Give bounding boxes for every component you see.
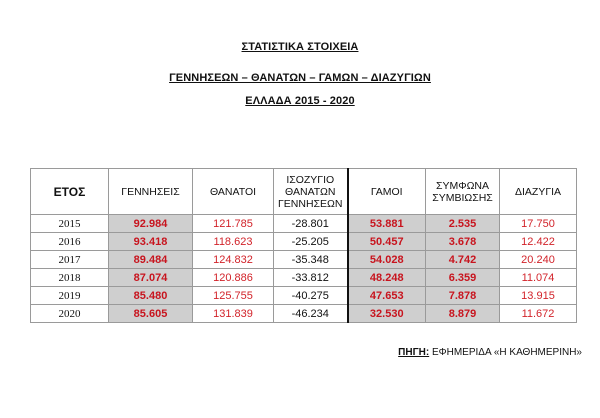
cell-partnerships: 4.742 [426, 251, 500, 269]
page-subtitle: ΓΕΝΝΗΣΕΩΝ – ΘΑΝΑΤΩΝ – ΓΑΜΩΝ – ΔΙΑΖΥΓΙΩΝ [169, 72, 431, 84]
cell-deaths: 124.832 [193, 251, 274, 269]
table-row [31, 305, 577, 323]
header-deaths: ΘΑΝΑΤΟΙ [193, 169, 274, 215]
header-births: ΓΕΝΝΗΣΕΙΣ [109, 169, 193, 215]
cell-births: 87.074 [109, 269, 193, 287]
cell-partnerships: 6.359 [426, 269, 500, 287]
cell-births: 85.605 [109, 305, 193, 323]
table-header-row [31, 169, 577, 215]
cell-births: 89.484 [109, 251, 193, 269]
cell-year: 2020 [31, 305, 109, 323]
statistics-table [30, 168, 577, 323]
cell-balance: -25.205 [274, 233, 348, 251]
header-partnerships: ΣΥΜΦΩΝΑ ΣΥΜΒΙΩΣΗΣ [426, 169, 500, 215]
source-text: ΕΦΗΜΕΡΙΔΑ «Η ΚΑΘΗΜΕΡΙΝΗ» [431, 347, 582, 358]
page-region-years: ΕΛΛΑΔΑ 2015 - 2020 [245, 95, 355, 107]
source-label: ΠΗΓΗ: [398, 347, 430, 358]
header-balance: ΙΣΟΖΥΓΙΟ ΘΑΝΑΤΩΝ ΓΕΝΝΗΣΕΩΝ [274, 169, 348, 215]
cell-balance: -40.275 [274, 287, 348, 305]
page-title: ΣΤΑΤΙΣΤΙΚΑ ΣΤΟΙΧΕΙΑ [241, 41, 359, 53]
cell-year: 2016 [31, 233, 109, 251]
cell-partnerships: 8.879 [426, 305, 500, 323]
cell-divorces: 12.422 [500, 233, 577, 251]
cell-divorces: 11.672 [500, 305, 577, 323]
cell-births: 92.984 [109, 215, 193, 233]
cell-divorces: 13.915 [500, 287, 577, 305]
cell-marriages: 54.028 [348, 251, 426, 269]
cell-births: 85.480 [109, 287, 193, 305]
table-row [31, 251, 577, 269]
cell-deaths: 121.785 [193, 215, 274, 233]
source-note [398, 347, 582, 358]
cell-partnerships: 3.678 [426, 233, 500, 251]
cell-partnerships: 7.878 [426, 287, 500, 305]
cell-deaths: 118.623 [193, 233, 274, 251]
table-row [31, 287, 577, 305]
cell-deaths: 131.839 [193, 305, 274, 323]
cell-balance: -33.812 [274, 269, 348, 287]
header-divorces: ΔΙΑΖΥΓΙΑ [500, 169, 577, 215]
cell-marriages: 53.881 [348, 215, 426, 233]
cell-balance: -28.801 [274, 215, 348, 233]
cell-deaths: 120.886 [193, 269, 274, 287]
cell-year: 2018 [31, 269, 109, 287]
cell-marriages: 48.248 [348, 269, 426, 287]
cell-divorces: 17.750 [500, 215, 577, 233]
cell-balance: -35.348 [274, 251, 348, 269]
cell-births: 93.418 [109, 233, 193, 251]
cell-balance: -46.234 [274, 305, 348, 323]
cell-year: 2019 [31, 287, 109, 305]
header-year: ΕΤΟΣ [31, 169, 109, 215]
cell-partnerships: 2.535 [426, 215, 500, 233]
header-marriages: ΓΑΜΟΙ [348, 169, 426, 215]
cell-divorces: 11.074 [500, 269, 577, 287]
cell-divorces: 20.240 [500, 251, 577, 269]
table-row [31, 215, 577, 233]
table-row [31, 269, 577, 287]
cell-marriages: 47.653 [348, 287, 426, 305]
cell-marriages: 50.457 [348, 233, 426, 251]
cell-marriages: 32.530 [348, 305, 426, 323]
cell-year: 2017 [31, 251, 109, 269]
cell-year: 2015 [31, 215, 109, 233]
table-row [31, 233, 577, 251]
cell-deaths: 125.755 [193, 287, 274, 305]
